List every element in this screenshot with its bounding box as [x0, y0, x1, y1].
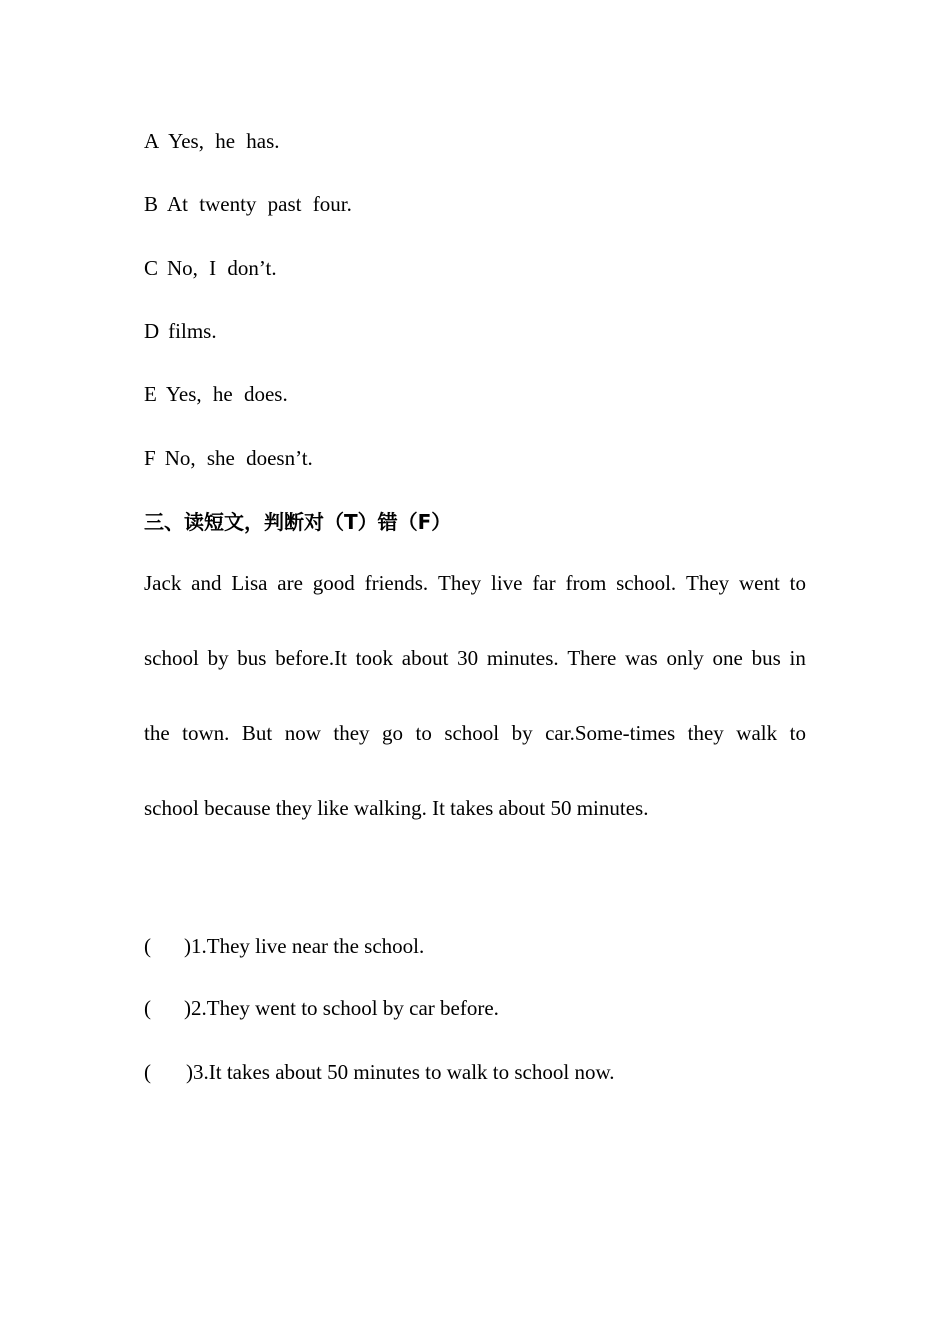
passage-word: good — [312, 571, 355, 595]
passage-word: Lisa — [231, 571, 268, 595]
question-text: )2.They went to school by car before. — [184, 996, 499, 1020]
passage-word: about — [401, 646, 449, 670]
passage-line-4: school because they like walking. It takes about 50 minutes. — [144, 796, 649, 820]
option-text: No, she doesn’t. — [164, 446, 313, 470]
option-a — [144, 128, 280, 154]
passage-word: they — [333, 721, 370, 745]
passage-word: far — [532, 571, 556, 595]
passage-word: they — [687, 721, 724, 745]
passage-word: bus — [751, 646, 781, 670]
passage-word: before.It — [275, 646, 347, 670]
passage-word: the — [144, 721, 170, 745]
passage-word: by — [511, 721, 533, 745]
passage-word: to — [415, 721, 432, 745]
answer-blank: ( — [144, 996, 151, 1020]
option-letter: A — [144, 129, 160, 153]
passage-word: in — [789, 646, 806, 670]
passage-word: go — [382, 721, 403, 745]
option-f — [144, 445, 313, 471]
passage-word: walk — [736, 721, 778, 745]
section-heading: 三、读短文，判断对（T）错（F） — [144, 510, 452, 534]
passage-word: They — [438, 571, 482, 595]
passage-word: There — [567, 646, 617, 670]
passage-word: to — [789, 721, 806, 745]
passage-word: But — [241, 721, 273, 745]
passage-line-2 — [144, 645, 806, 671]
passage-line-1 — [144, 570, 806, 596]
passage-word: to — [789, 571, 806, 595]
passage-word: Jack — [144, 571, 182, 595]
passage-word: one — [712, 646, 743, 670]
passage-word: minutes. — [486, 646, 559, 670]
passage-word: was — [625, 646, 658, 670]
passage-word: They — [686, 571, 730, 595]
passage-word: and — [191, 571, 222, 595]
passage-word: live — [490, 571, 523, 595]
option-text: Yes, he does. — [165, 382, 288, 406]
option-letter: E — [144, 382, 157, 406]
passage-word: town. — [182, 721, 230, 745]
passage-line-3 — [144, 720, 806, 746]
question-text: )1.They live near the school. — [184, 934, 425, 958]
option-e — [144, 381, 288, 407]
passage-word: school — [444, 721, 500, 745]
option-letter: C — [144, 256, 159, 280]
passage-word: school. — [616, 571, 677, 595]
option-b — [144, 191, 352, 217]
passage-word: now — [284, 721, 321, 745]
passage-word: school — [144, 646, 199, 670]
answer-blank: ( — [144, 934, 151, 958]
passage-word: car.Some-times — [545, 721, 676, 745]
answer-blank: ( — [144, 1060, 151, 1084]
passage-word: are — [277, 571, 303, 595]
option-text: Yes, he has. — [168, 129, 280, 153]
option-letter: D — [144, 319, 160, 343]
passage-word: took — [355, 646, 394, 670]
option-letter: B — [144, 192, 159, 216]
passage-word: 30 — [457, 646, 479, 670]
option-text: films. — [168, 319, 217, 343]
passage-word: bus — [237, 646, 267, 670]
passage-word: from — [565, 571, 607, 595]
passage-word: friends. — [364, 571, 429, 595]
option-text: No, I don’t. — [167, 256, 277, 280]
option-text: At twenty past four. — [167, 192, 352, 216]
question-text: )3.It takes about 50 minutes to walk to school now. — [186, 1060, 615, 1084]
question-3 — [144, 1059, 615, 1085]
passage-word: only — [666, 646, 704, 670]
option-d — [144, 318, 217, 344]
option-c — [144, 255, 277, 281]
question-1 — [144, 933, 424, 959]
option-letter: F — [144, 446, 156, 470]
question-2 — [144, 995, 499, 1021]
passage-word: by — [207, 646, 229, 670]
passage-word: went — [739, 571, 780, 595]
